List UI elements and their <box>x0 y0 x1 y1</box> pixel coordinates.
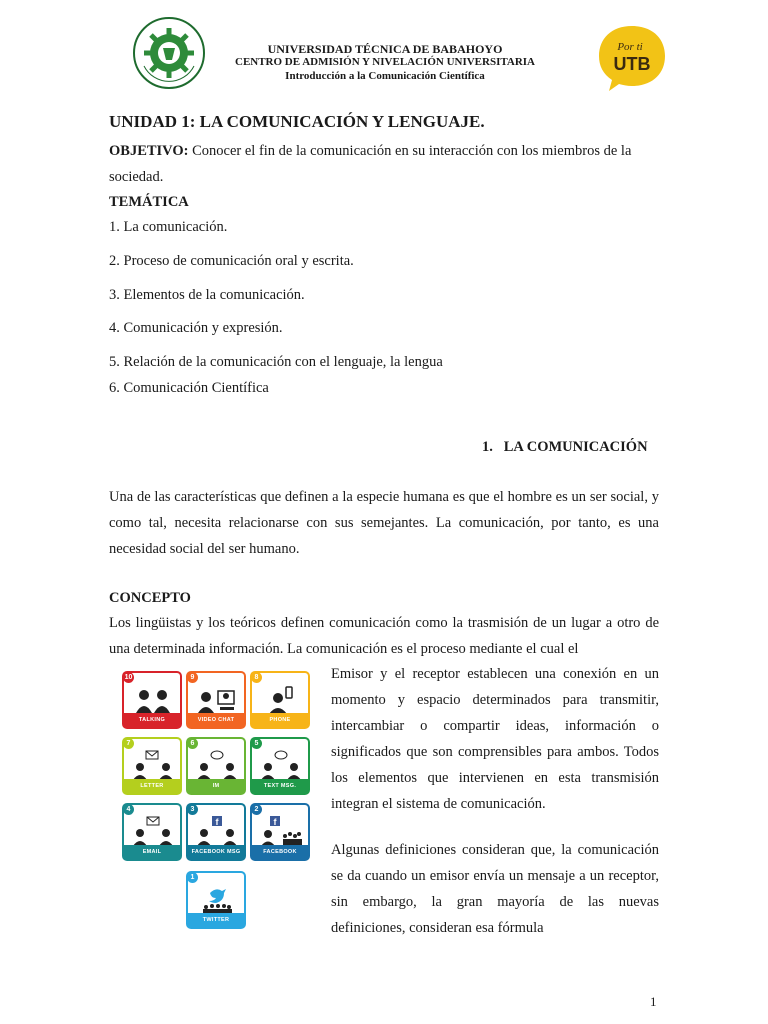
tile-number: 3 <box>187 804 198 815</box>
tile-label: PHONE <box>252 713 308 727</box>
unit-title: UNIDAD 1: LA COMUNICACIÓN Y LENGUAJE. <box>109 112 485 131</box>
tematica-item: 6. Comunicación Científica <box>109 380 269 396</box>
tile-label: TEXT MSG. <box>252 779 308 793</box>
concepto-paragraph-continued: Emisor y el receptor establecen una conexión en un momento y espacio determinados para transmitir, intercambiar o compartir ideas, información o significados que son comprensibles para ambos. Todos los elementos que intervienen en esta transmisión integran el sistema de comunicación. <box>331 666 659 812</box>
tile-number: 1 <box>187 872 198 883</box>
concepto-title: CONCEPTO <box>109 590 191 606</box>
tile-number: 6 <box>187 738 198 749</box>
tile-talking <box>122 671 182 729</box>
tematica-item: 3. Elementos de la comunicación. <box>109 287 305 303</box>
tile-label: EMAIL <box>124 845 180 859</box>
svg-text:UTB: UTB <box>613 54 651 74</box>
letter-icon <box>130 749 176 781</box>
tile-number: 4 <box>123 804 134 815</box>
facebook-message-icon <box>194 815 240 847</box>
intro-paragraph: Una de las características que definen a la especie humana es que el hombre es un ser social, y como tal, necesita relacionarse con sus semejantes. La comunicación, por tanto, es una necesidad social del ser humano. <box>109 489 659 557</box>
tile-label: TWITTER <box>188 913 244 927</box>
tile-email <box>122 803 182 861</box>
tile-phone <box>250 671 310 729</box>
twitter-icon <box>194 883 240 915</box>
university-seal-logo <box>132 16 206 90</box>
tematica-item: 2. Proceso de comunicación oral y escrita. <box>109 253 354 269</box>
por-ti-utb-badge <box>597 24 667 92</box>
tile-label: FACEBOOK MSG <box>188 845 244 859</box>
tile-facebook-msg <box>186 803 246 861</box>
tile-label: TALKING <box>124 713 180 727</box>
header-university-name: UNIVERSIDAD TÉCNICA DE BABAHOYO <box>267 42 503 56</box>
tematica-item: 4. Comunicación y expresión. <box>109 320 283 336</box>
svg-text:f: f <box>273 817 277 827</box>
section-title: LA COMUNICACIÓN <box>503 439 648 455</box>
tile-twitter <box>186 871 246 929</box>
tile-number: 8 <box>251 672 262 683</box>
tile-facebook-status <box>250 803 310 869</box>
instant-message-icon <box>194 749 240 781</box>
tile-video-chat <box>186 671 246 729</box>
phone-icon <box>258 683 304 715</box>
objective-label: OBJETIVO: <box>109 143 189 159</box>
tematica-title: TEMÁTICA <box>109 194 189 210</box>
header-center-name: CENTRO DE ADMISIÓN Y NIVELACIÓN UNIVERSITARIA <box>235 56 535 68</box>
tile-label: FACEBOOK STATUS <box>252 845 308 859</box>
tile-label: LETTER <box>124 779 180 793</box>
tile-number: 5 <box>251 738 262 749</box>
svg-text:f: f <box>215 817 219 827</box>
tile-text-msg <box>250 737 310 795</box>
concepto-paragraph-lead: Los lingüistas y los teóricos definen comunicación como la trasmisión de un lugar a otro de una determinada información. La comunicación es el proceso mediante el cual el <box>109 615 659 657</box>
tile-number: 2 <box>251 804 262 815</box>
section-heading <box>482 434 648 460</box>
tile-number: 9 <box>187 672 198 683</box>
tematica-item: 5. Relación de la comunicación con el lenguaje, la lengua <box>109 354 443 370</box>
tile-number: 10 <box>124 674 133 681</box>
email-icon <box>130 815 176 847</box>
tile-letter <box>122 737 182 795</box>
video-chat-icon <box>194 683 240 715</box>
definitions-paragraph: Algunas definiciones consideran que, la comunicación se da cuando un emisor envía un mensaje a un receptor, sin embargo, la gran mayoría de las nuevas definiciones, consideran esa fórmula <box>331 842 659 936</box>
facebook-status-icon <box>258 815 304 847</box>
communication-methods-figure <box>122 671 312 933</box>
objective-paragraph <box>109 138 659 190</box>
tile-im <box>186 737 246 795</box>
tematica-item: 1. La comunicación. <box>109 219 228 235</box>
two-people-talking-icon <box>130 683 176 715</box>
tile-label: IM <box>188 779 244 793</box>
svg-text:Por ti: Por ti <box>617 41 643 53</box>
tile-number: 7 <box>123 738 134 749</box>
objective-text: Conocer el fin de la comunicación en su interacción con los miembros de la sociedad. <box>109 143 632 185</box>
section-number: 1. <box>482 439 493 455</box>
text-message-icon <box>258 749 304 781</box>
page-number: 1 <box>650 994 657 1009</box>
header-course-name: Introducción a la Comunicación Científica <box>285 70 485 82</box>
tile-label: VIDEO CHAT <box>188 713 244 727</box>
